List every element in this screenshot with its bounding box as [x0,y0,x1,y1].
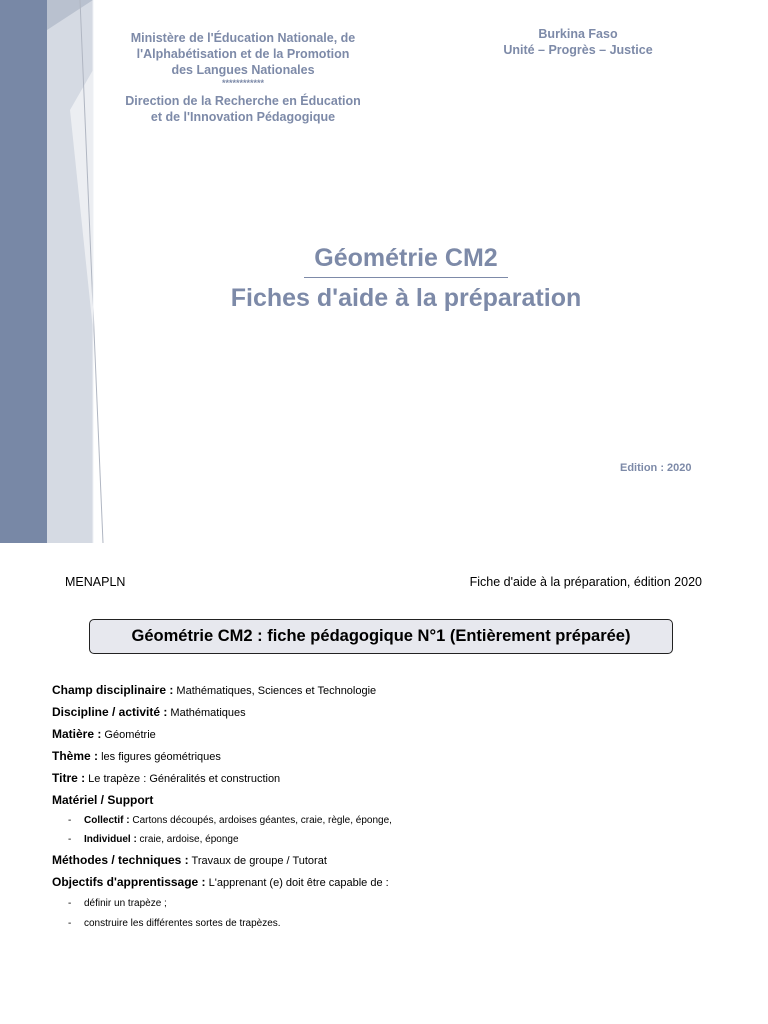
country-motto: Unité – Progrès – Justice [503,43,653,57]
dash-bullet: - [68,815,72,826]
ministry-line-2: l'Alphabétisation et de la Promotion [136,47,350,61]
field-value: Mathématiques [167,707,246,719]
field-methodes [52,853,327,867]
field-value: Mathématiques, Sciences et Technologie [173,685,377,697]
sheet-title: Géométrie CM2 : fiche pédagogique N°1 (Entièrement préparée) [131,627,631,645]
field-label: Méthodes / techniques : [52,853,189,867]
material-label: Collectif : [84,815,130,826]
field-value: L'apprenant (e) doit être capable de : [205,877,389,889]
direction-line-2: et de l'Innovation Pédagogique [150,110,336,124]
field-label: Matériel / Support [52,793,154,807]
objective-item [68,918,281,929]
objective-item [68,898,167,909]
cover-title [200,240,612,316]
field-materiel [52,793,153,807]
field-matiere [52,727,156,741]
country-name: Burkina Faso [538,27,618,41]
field-theme [52,749,221,763]
field-value: Travaux de groupe / Tutorat [188,855,327,867]
stars-separator: ************ [221,78,265,88]
content-page [0,543,768,1024]
field-label: Objectifs d'apprentissage : [52,875,206,889]
ministry-header [118,30,368,125]
page-header-right: Fiche d'aide à la préparation, édition 2020 [469,575,702,589]
dash-bullet: - [68,834,72,845]
page-header-left: MENAPLN [65,575,126,589]
field-value: Géométrie [101,729,156,741]
field-value: les figures géométriques [98,751,221,763]
sheet-title-box [89,619,673,654]
material-item-individuel [68,834,239,845]
field-label: Titre : [52,771,86,785]
material-label: Individuel : [84,834,137,845]
material-value: craie, ardoise, éponge [136,834,239,845]
field-label: Discipline / activité : [52,705,168,719]
ministry-line-1: Ministère de l'Éducation Nationale, de [130,31,356,45]
objective-text: définir un trapèze ; [84,898,167,909]
field-label: Thème : [52,749,99,763]
country-header [488,26,668,58]
field-label: Matière : [52,727,102,741]
dash-bullet: - [68,898,72,909]
field-titre [52,771,280,785]
direction-line-1: Direction de la Recherche en Éducation [125,94,361,108]
material-value: Cartons découpés, ardoises géantes, craie, règle, éponge, [129,815,392,826]
edition-label: Edition : 2020 [620,462,692,474]
cover-title-line-2: Fiches d'aide à la préparation [230,284,582,312]
cover-title-line-1: Géométrie CM2 [304,240,507,278]
objective-text: construire les différentes sortes de trapèzes. [84,918,281,929]
decorative-side-bands [0,0,120,543]
ministry-line-3: des Langues Nationales [171,63,315,77]
field-champ-disciplinaire [52,683,376,697]
field-value: Le trapèze : Généralités et construction [85,773,281,785]
field-label: Champ disciplinaire : [52,683,174,697]
material-item-collectif [68,815,392,826]
dash-bullet: - [68,918,72,929]
field-discipline [52,705,246,719]
field-objectifs [52,875,389,889]
